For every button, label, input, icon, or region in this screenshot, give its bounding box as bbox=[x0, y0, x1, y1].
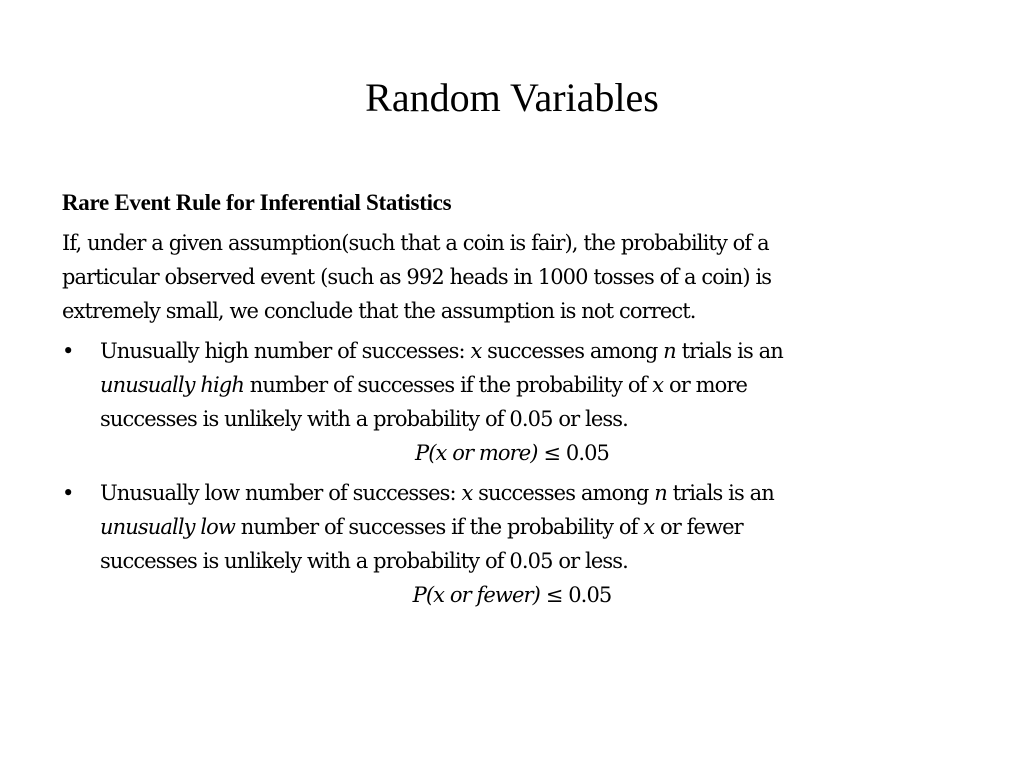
variable-x: x bbox=[470, 339, 482, 363]
rule-line: If, under a given assumption(such that a coin is fair), the probability of a bbox=[62, 231, 769, 255]
bullet-text: trials is an bbox=[675, 339, 783, 363]
bullet-text: number of successes if the probability of bbox=[235, 515, 644, 539]
bullet-text: number of successes if the probability of bbox=[243, 373, 653, 397]
rule-heading: Rare Event Rule for Inferential Statistics bbox=[62, 190, 452, 215]
bullet-text: trials is an bbox=[666, 481, 774, 505]
slide-body bbox=[62, 186, 962, 618]
bullet-icon: • bbox=[62, 481, 74, 505]
bullet-unusually-high bbox=[62, 334, 962, 470]
bullet-icon: • bbox=[62, 339, 74, 363]
emphasis-text: unusually low bbox=[100, 515, 236, 539]
formula-lhs: P(x or more) bbox=[414, 441, 538, 465]
bullet-line bbox=[100, 510, 962, 544]
rule-line: particular observed event (such as 992 heads in 1000 tosses of a coin) is bbox=[62, 265, 772, 289]
bullet-text: successes among bbox=[481, 339, 664, 363]
formula-low bbox=[100, 578, 962, 612]
formula-rhs: ≤ 0.05 bbox=[537, 441, 610, 465]
formula-high bbox=[100, 436, 962, 470]
emphasis-text: unusually high bbox=[100, 373, 244, 397]
bullet-line: successes is unlikely with a probability of 0.05 or less. bbox=[100, 407, 628, 431]
bullet-line bbox=[100, 368, 962, 402]
bullet-line: successes is unlikely with a probability of 0.05 or less. bbox=[100, 549, 628, 573]
rule-paragraph bbox=[62, 226, 962, 328]
variable-n: n bbox=[654, 481, 667, 505]
bullet-text: Unusually low number of successes: bbox=[100, 481, 462, 505]
variable-x: x bbox=[652, 373, 664, 397]
formula-rhs: ≤ 0.05 bbox=[539, 583, 612, 607]
variable-x: x bbox=[461, 481, 473, 505]
bullet-line bbox=[100, 476, 962, 510]
variable-n: n bbox=[663, 339, 676, 363]
bullet-text: or more bbox=[663, 373, 748, 397]
slide-title: Random Variables bbox=[365, 75, 659, 120]
bullet-text: or fewer bbox=[654, 515, 743, 539]
bullet-text: Unusually high number of successes: bbox=[100, 339, 471, 363]
bullet-text: successes among bbox=[472, 481, 655, 505]
variable-x: x bbox=[643, 515, 655, 539]
bullet-line bbox=[100, 334, 962, 368]
formula-lhs: P(x or fewer) bbox=[412, 583, 540, 607]
bullet-unusually-low bbox=[62, 476, 962, 612]
rule-line: extremely small, we conclude that the assumption is not correct. bbox=[62, 299, 696, 323]
